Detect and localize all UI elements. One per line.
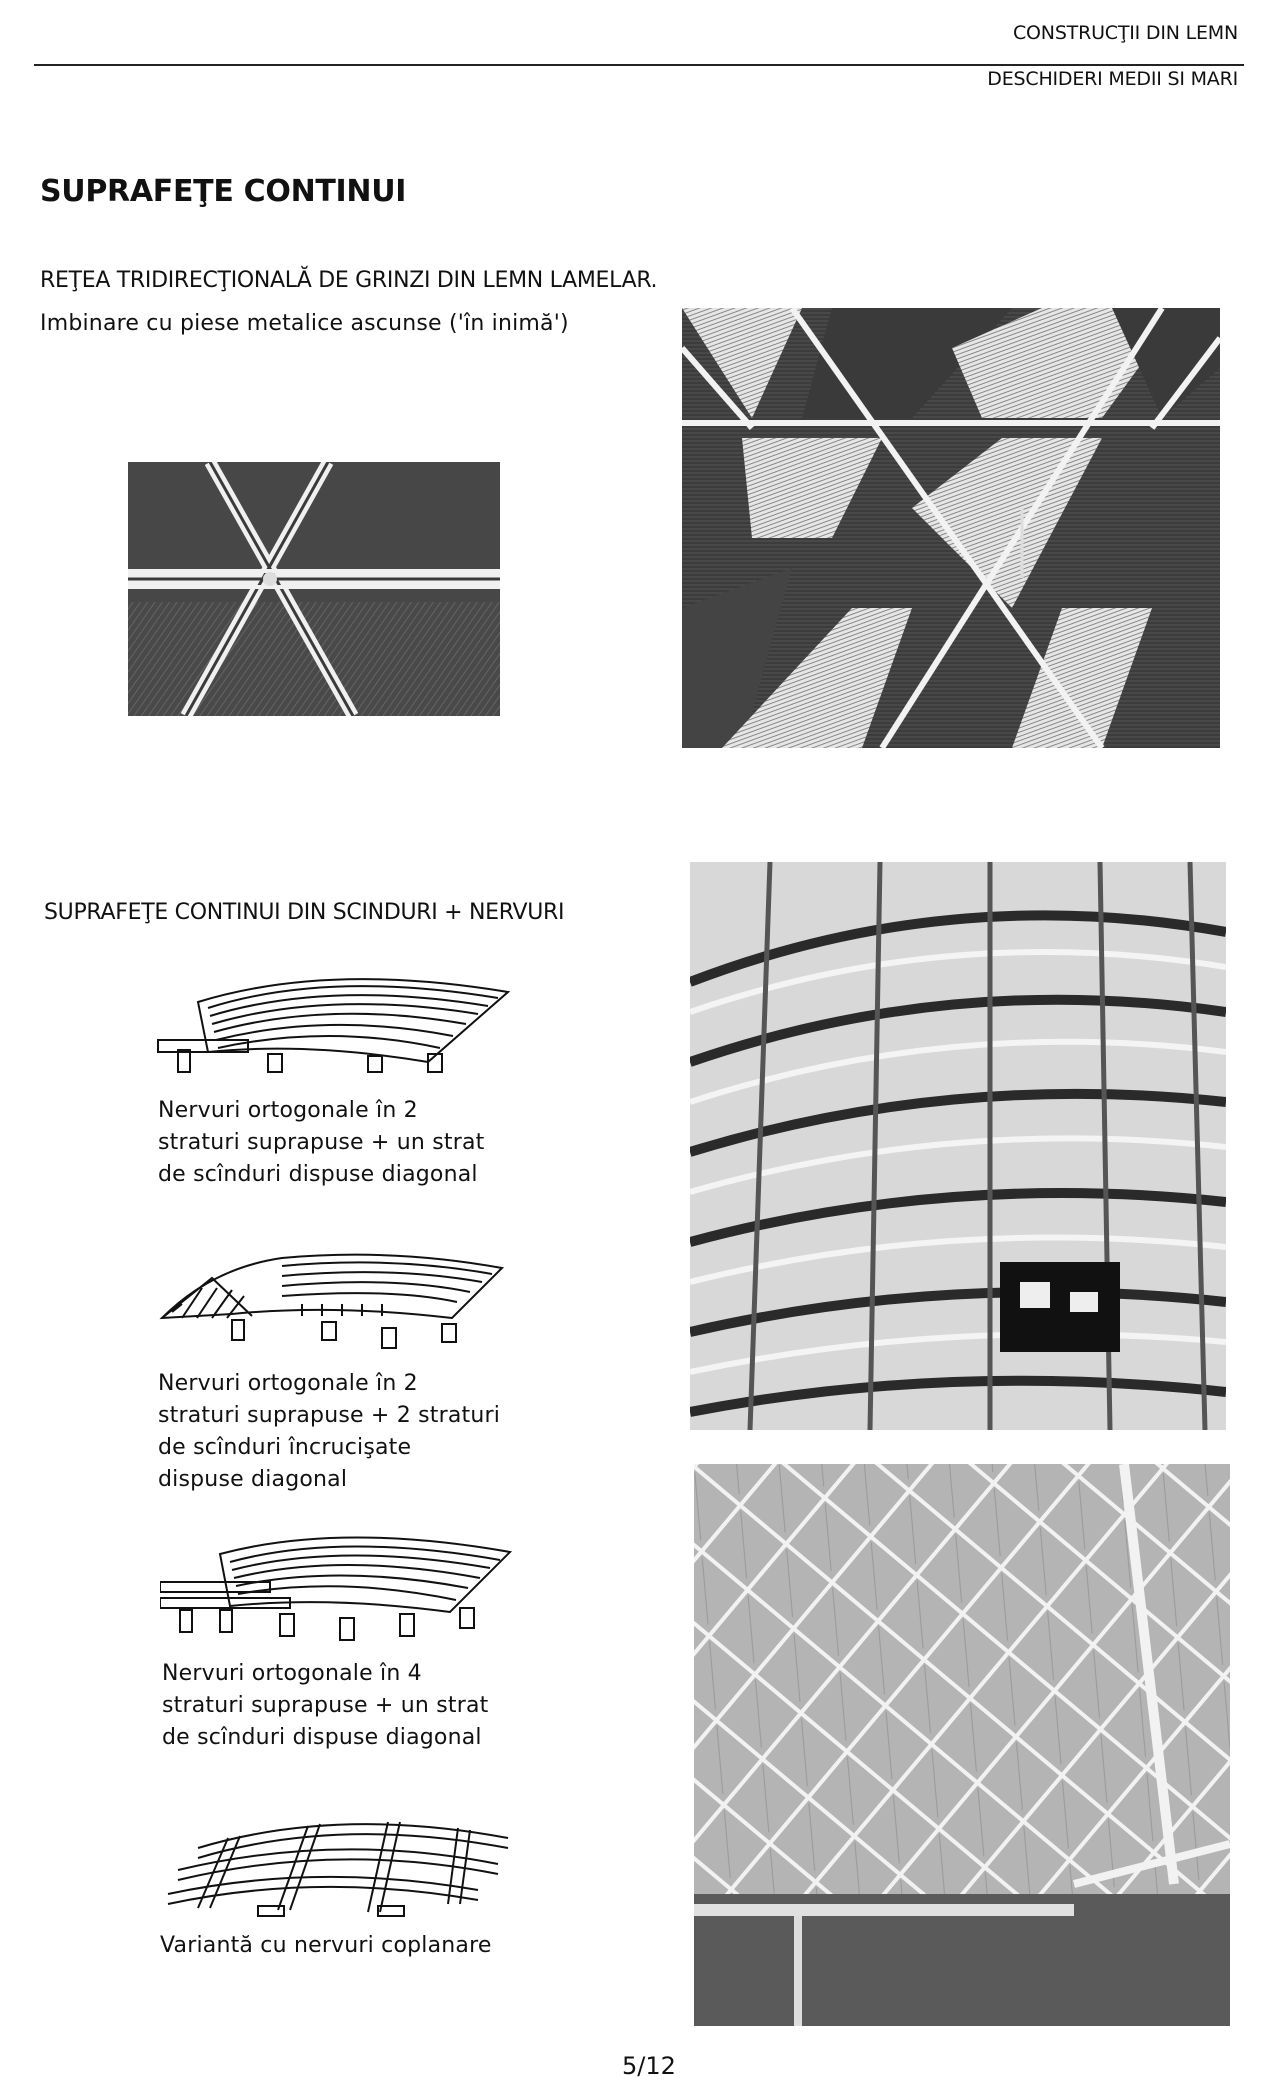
diagram-two-layer-ribs-crossed-planking: [152, 1238, 512, 1356]
caption-2: Nervuri ortogonale în 2 straturi suprapuse + 2 straturi de scînduri încrucişate dispuse diagonal: [158, 1371, 501, 1492]
diagram-four-layer-ribs-single-planking: [160, 1522, 520, 1644]
diagram-coplanar-ribs: [158, 1798, 522, 1920]
header-rule: [34, 64, 1244, 66]
caption-4: Variantă cu nervuri coplanare: [160, 1933, 492, 1958]
diagram-two-layer-ribs-single-planking: [148, 962, 518, 1074]
section1-subheading: Imbinare cu piese metalice ascunse ('în inimă'): [40, 311, 569, 336]
page-number: 5/12: [622, 2052, 676, 2080]
running-header-subtitle: DESCHIDERI MEDII SI MARI: [987, 68, 1238, 90]
caption-3: Nervuri ortogonale în 4 straturi suprapuse + un strat de scînduri dispuse diagonal: [162, 1661, 489, 1750]
joint-node-photo: [128, 462, 500, 716]
section2-heading: SUPRAFEŢE CONTINUI DIN SCINDURI + NERVURI: [44, 900, 565, 925]
section1-heading: REŢEA TRIDIRECŢIONALĂ DE GRINZI DIN LEMN LAMELAR.: [40, 268, 658, 293]
page-title: SUPRAFEŢE CONTINUI: [40, 174, 407, 209]
running-header-title: CONSTRUCŢII DIN LEMN: [1012, 22, 1238, 44]
lattice-ceiling-photo: [682, 308, 1220, 748]
ribbed-shell-photo: [690, 862, 1226, 1430]
diagonal-grid-ceiling-photo: [694, 1464, 1230, 2026]
caption-1: Nervuri ortogonale în 2 straturi suprapuse + un strat de scînduri dispuse diagonal: [158, 1098, 485, 1187]
